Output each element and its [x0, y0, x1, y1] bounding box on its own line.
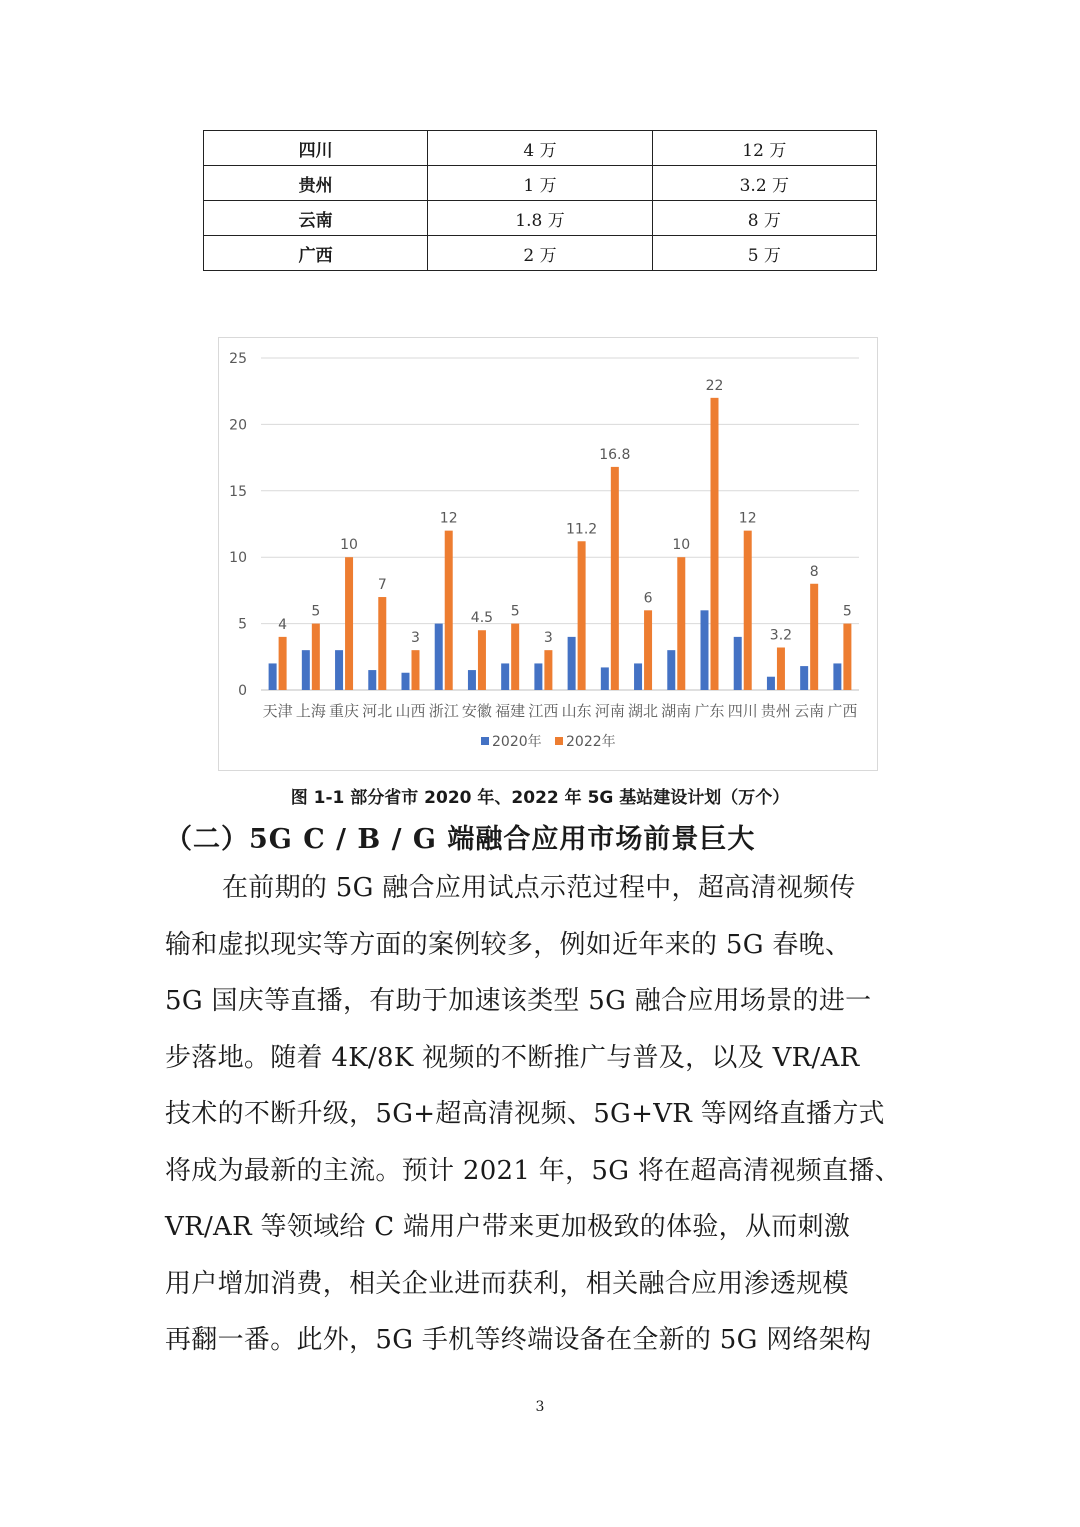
bar-2020	[368, 670, 376, 690]
bar-2020	[701, 610, 709, 690]
x-tick-label: 贵州	[760, 702, 791, 720]
paragraph-line: 5G 国庆等直播，有助于加速该类型 5G 融合应用场景的进一	[165, 986, 872, 1016]
data-label: 10	[672, 537, 691, 554]
bar-2022	[544, 650, 552, 690]
bar-2022	[279, 637, 287, 690]
section-heading: （二）5G C / B / G 端融合应用市场前景巨大	[165, 824, 756, 855]
paragraph-line: 输和虚拟现实等方面的案例较多，例如近年来的 5G 春晚、	[165, 929, 852, 960]
data-label: 12	[439, 510, 458, 527]
bar-2020	[634, 663, 642, 690]
x-tick-label: 安徽	[461, 702, 492, 720]
province-cell: 贵州	[204, 166, 428, 201]
data-label: 12	[738, 510, 757, 527]
bar-2020	[667, 650, 675, 690]
bar-2022	[744, 531, 752, 690]
bar-2020	[767, 677, 775, 690]
data-label: 3	[543, 630, 553, 647]
x-tick-label: 湖南	[661, 702, 692, 720]
bar-2020	[435, 624, 443, 690]
x-tick-label: 云南	[794, 702, 825, 720]
data-label: 4.5	[470, 610, 494, 627]
value-2022-cell: 8 万	[652, 201, 876, 236]
data-label: 10	[340, 537, 358, 554]
y-tick-label: 20	[229, 417, 247, 434]
data-label: 8	[809, 563, 819, 580]
data-label: 3.2	[769, 627, 793, 644]
bar-2020	[468, 670, 476, 690]
y-tick-label: 15	[229, 483, 247, 500]
paragraph-line: 用户增加消费，相关企业进而获利，相关融合应用渗透规模	[165, 1268, 849, 1299]
bar-chart	[218, 337, 878, 771]
plan-table	[203, 130, 877, 271]
bar-2020	[269, 663, 277, 690]
data-label: 3	[411, 630, 420, 647]
bar-2020	[302, 650, 310, 690]
value-2020-cell: 4 万	[428, 131, 652, 166]
bar-2020	[734, 637, 742, 690]
bar-chart-svg	[219, 338, 879, 772]
x-tick-label: 江西	[528, 702, 559, 720]
paragraph-line: VR/AR 等领域给 C 端用户带来更加极致的体验，从而刺激	[165, 1212, 851, 1242]
bar-2022	[412, 650, 420, 690]
bar-2020	[501, 663, 509, 690]
bar-2020	[402, 673, 410, 690]
body-paragraph	[165, 860, 917, 1369]
bar-2022	[843, 624, 851, 690]
x-tick-label: 四川	[727, 702, 758, 720]
page-number: 3	[535, 1399, 545, 1415]
bar-2022	[711, 398, 719, 690]
data-label: 11.2	[566, 521, 598, 538]
table-row	[204, 236, 877, 271]
bar-2020	[800, 666, 808, 690]
data-label: 5	[842, 603, 852, 620]
legend-label: 2022年	[566, 734, 616, 750]
x-tick-label: 山西	[395, 702, 426, 720]
y-tick-label: 25	[229, 351, 247, 367]
x-tick-label: 天津	[262, 702, 293, 720]
bar-2022	[445, 531, 453, 690]
province-cell: 云南	[204, 201, 428, 236]
x-tick-label: 广东	[694, 702, 725, 720]
paragraph-line: 将成为最新的主流。预计 2021 年，5G 将在超高清视频直播、	[165, 1155, 901, 1186]
data-label: 22	[705, 377, 724, 394]
bar-2022	[777, 648, 785, 690]
x-tick-label: 广西	[827, 702, 858, 720]
bar-2022	[578, 541, 586, 690]
bar-2020	[833, 663, 841, 690]
data-label: 6	[643, 590, 653, 607]
paragraph-line: 技术的不断升级，5G+超高清视频、5G+VR 等网络直播方式	[165, 1099, 885, 1129]
bar-2022	[644, 610, 652, 690]
x-tick-label: 福建	[495, 702, 526, 720]
bar-2022	[511, 624, 519, 690]
x-tick-label: 河南	[594, 702, 625, 720]
bar-2022	[312, 624, 320, 690]
value-2022-cell: 3.2 万	[652, 166, 876, 201]
x-tick-label: 浙江	[428, 702, 459, 720]
bar-2022	[677, 557, 685, 690]
value-2020-cell: 1 万	[428, 166, 652, 201]
table-row	[204, 131, 877, 166]
value-2020-cell: 2 万	[428, 236, 652, 271]
x-tick-label: 山东	[561, 702, 592, 720]
value-2022-cell: 5 万	[652, 236, 876, 271]
figure-caption: 图 1-1 部分省市 2020 年、2022 年 5G 基站建设计划（万个）	[290, 788, 790, 808]
province-cell: 广西	[204, 236, 428, 271]
table-row	[204, 201, 877, 236]
x-tick-label: 湖北	[628, 702, 659, 720]
legend-swatch	[555, 737, 563, 745]
paragraph-line: 再翻一番。此外，5G 手机等终端设备在全新的 5G 网络架构	[165, 1325, 872, 1355]
bar-2022	[378, 597, 386, 690]
data-label: 4	[278, 616, 288, 633]
legend-label: 2020年	[492, 734, 542, 750]
bar-2020	[568, 637, 576, 690]
bar-2022	[345, 557, 353, 690]
bar-2022	[478, 630, 486, 690]
data-label: 16.8	[599, 446, 631, 463]
y-tick-label: 5	[238, 616, 247, 633]
x-tick-label: 河北	[362, 702, 393, 720]
y-tick-label: 0	[238, 683, 247, 699]
bar-2022	[810, 584, 818, 690]
bar-2020	[335, 650, 343, 690]
legend-swatch	[481, 737, 489, 745]
value-2020-cell: 1.8 万	[428, 201, 652, 236]
value-2022-cell: 12 万	[652, 131, 876, 166]
bar-2022	[611, 467, 619, 690]
x-tick-label: 重庆	[329, 702, 360, 720]
data-label: 5	[311, 603, 321, 620]
plan-table-container	[203, 130, 877, 271]
data-label: 5	[510, 603, 520, 620]
paragraph-line: 步落地。随着 4K/8K 视频的不断推广与普及，以及 VR/AR	[165, 1042, 860, 1073]
paragraph-line: 在前期的 5G 融合应用试点示范过程中，超高清视频传	[222, 873, 856, 903]
data-label: 7	[377, 577, 387, 594]
bar-2020	[534, 663, 542, 690]
bar-2020	[601, 667, 609, 690]
x-tick-label: 上海	[295, 702, 326, 720]
table-row	[204, 166, 877, 201]
province-cell: 四川	[204, 131, 428, 166]
y-tick-label: 10	[229, 550, 247, 567]
